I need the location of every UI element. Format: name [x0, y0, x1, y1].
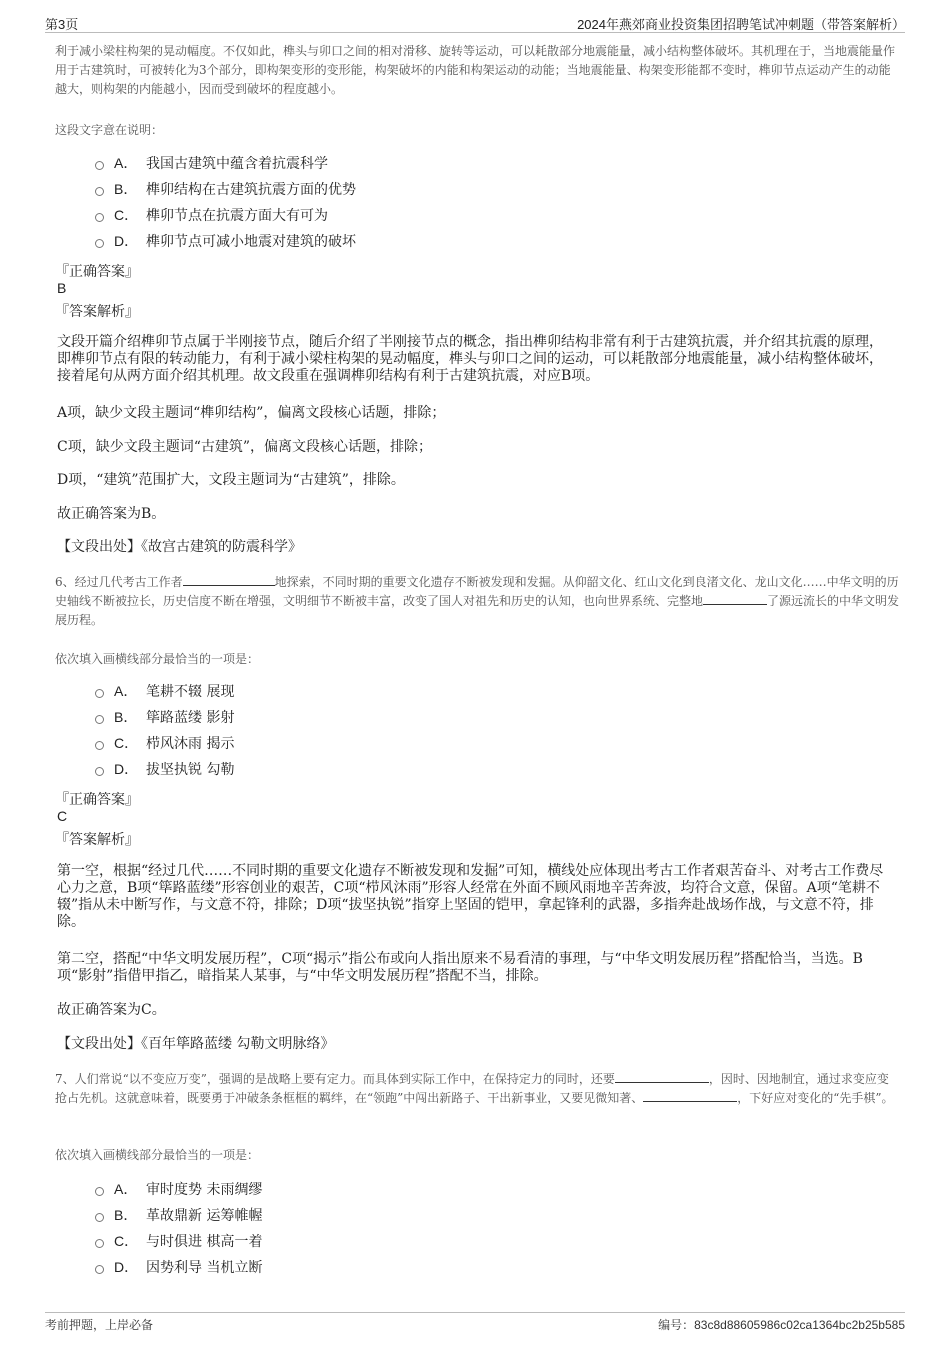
- q5-option-c[interactable]: C． 榫卯节点在抗震方面大有可为: [95, 202, 356, 228]
- radio-icon[interactable]: [95, 1239, 104, 1248]
- q6-source: 【文段出处】《百年筚路蓝缕 勾勒文明脉络》: [57, 1036, 335, 1052]
- q6-options: [95, 678, 234, 782]
- q7-option-a[interactable]: A． 审时度势 未雨绸缪: [95, 1176, 262, 1202]
- q6-option-d[interactable]: D． 拔坚执锐 勾勒: [95, 756, 234, 782]
- radio-icon[interactable]: [95, 1213, 104, 1222]
- q7-option-d[interactable]: D． 因势利导 当机立断: [95, 1254, 262, 1280]
- q5-option-d[interactable]: D． 榫卯节点可减小地震对建筑的破坏: [95, 228, 356, 254]
- page-number: 第3页: [45, 17, 79, 32]
- blank-1: [183, 573, 275, 586]
- q7-options: [95, 1176, 262, 1280]
- q5-analysis-p1: 文段开篇介绍榫卯节点属于半刚接节点，随后介绍了半刚接节点的概念，指出榫卯结构非常有利于古建筑抗震，并介绍其抗震的原理，即榫卯节点有限的转动能力，有利于减小梁柱构架的晃动幅度，榫头与卯口之间的运动，可以耗散部分地震能量，减小结构整体破坏，接着尾句从两方面介绍其机理。故文段重在强调榫卯结构有利于古建筑抗震，对应B项。: [57, 334, 883, 384]
- q5-option-a[interactable]: A． 我国古建筑中蕴含着抗震科学: [95, 150, 356, 176]
- radio-icon[interactable]: [95, 213, 104, 222]
- radio-icon[interactable]: [95, 1187, 104, 1196]
- radio-icon[interactable]: [95, 1265, 104, 1274]
- q7-option-b[interactable]: B． 革故鼎新 运筹帷幄: [95, 1202, 262, 1228]
- document-code: 编号：83c8d88605986c02ca1364bc2b25b585: [658, 1318, 905, 1332]
- radio-icon[interactable]: [95, 239, 104, 248]
- q5-passage: 利于减小梁柱构架的晃动幅度。不仅如此，榫头与卯口之间的相对滑移、旋转等运动，可以耗散部分地震能量，减小结构整体破坏。其机理在于，当地震能量作用于古建筑时，可被转化为3个部分，即构架变形的变形能，构架破坏的内能和构架运动的动能；当地震能量、构架变形能都不变时，榫卯节点运动产生的动能越大，则构架的内能越小，因而受到破坏的程度越小。: [55, 44, 896, 96]
- q7-stem: 7、人们常说“以不变应万变”，强调的是战略上要有定力。而具体到实际工作中，在保持定力的同时，还要 ，因时、因地制宜，通过求变应变抢占先机。这就意味着，既要勇于冲破条条框框的羁绊，在“领跑”中闯出新路子、干出新事业，又要见微知著、 ，下好应对变化的“先手棋”。: [55, 1072, 894, 1105]
- blank-2: [643, 1089, 737, 1102]
- radio-icon[interactable]: [95, 767, 104, 776]
- q5-analysis-label: 『答案解析』: [55, 304, 139, 320]
- q5-option-b[interactable]: B． 榫卯结构在古建筑抗震方面的优势: [95, 176, 356, 202]
- q7-option-c[interactable]: C． 与时俱进 棋高一着: [95, 1228, 262, 1254]
- radio-icon[interactable]: [95, 741, 104, 750]
- q6-stem: 6、经过几代考古工作者 地探索，不同时期的重要文化遗存不断被发现和发掘。从仰韶文化、红山文化到良渚文化、龙山文化……中华文明的历史轴线不断被拉长，历史信度不断在增强，文明细节不断被丰富，改变了国人对祖先和历史的认知，也向世界系统、完整地 了源远流长的中华文明发展历程。: [55, 575, 900, 627]
- q6-option-c[interactable]: C． 栉风沐雨 揭示: [95, 730, 234, 756]
- q5-analysis-p5: 故正确答案为B。: [57, 506, 166, 522]
- blank-1: [615, 1070, 709, 1083]
- radio-icon[interactable]: [95, 161, 104, 170]
- q6-analysis-label: 『答案解析』: [55, 832, 139, 848]
- radio-icon[interactable]: [95, 187, 104, 196]
- radio-icon[interactable]: [95, 689, 104, 698]
- q5-answer-label: 『正确答案』: [55, 264, 139, 280]
- q6-analysis-p3: 故正确答案为C。: [57, 1002, 166, 1018]
- q6-answer: C: [57, 808, 68, 824]
- q5-answer: B: [57, 280, 67, 296]
- q6-analysis-p1: 第一空，根据“经过几代……不同时期的重要文化遗存不断被发现和发掘”可知，横线处应体现出考古工作者艰苦奋斗、对考古工作费尽心力之意，B项“筚路蓝缕”形容创业的艰苦，C项“栉风沐雨”形容人经常在外面不顾风雨地辛苦奔波，均符合文意，保留。A项“笔耕不辍”指从未中断写作，与文意不符，排除；D项“拔坚执锐”指穿上坚固的铠甲，拿起锋利的武器，多指奔赴战场作战，与文意不符，排除。: [57, 863, 884, 930]
- q5-analysis-p2: A项，缺少文段主题词“榫卯结构”，偏离文段核心话题，排除；: [57, 405, 446, 421]
- q5-analysis-p3: C项，缺少文段主题词“古建筑”，偏离文段核心话题，排除；: [57, 439, 433, 455]
- q5-options: [95, 150, 356, 254]
- q6-option-a[interactable]: A． 笔耕不辍 展现: [95, 678, 234, 704]
- q6-prompt: 依次填入画横线部分最恰当的一项是：: [55, 652, 260, 666]
- radio-icon[interactable]: [95, 715, 104, 724]
- q5-source: 【文段出处】《故宫古建筑的防震科学》: [57, 539, 302, 555]
- q6-option-b[interactable]: B． 筚路蓝缕 影射: [95, 704, 234, 730]
- footer-slogan: 考前押题，上岸必备: [45, 1318, 154, 1332]
- page-header: [45, 10, 905, 33]
- blank-2: [703, 592, 767, 605]
- q5-prompt: 这段文字意在说明：: [55, 123, 164, 137]
- q5-analysis-p4: D项，“建筑”范围扩大，文段主题词为“古建筑”，排除。: [57, 472, 405, 488]
- q6-analysis-p2: 第二空，搭配“中华文明发展历程”，C项“揭示”指公布或向人指出原来不易看清的事理，与“中华文明发展历程”搭配恰当，当选。B项“影射”指借甲指乙，暗指某人某事，与“中华文明发展历程”搭配不当，排除。: [57, 951, 863, 984]
- page-footer: [45, 1312, 905, 1335]
- document-title: 2024年燕郊商业投资集团招聘笔试冲刺题（带答案解析）: [577, 17, 905, 32]
- q7-prompt: 依次填入画横线部分最恰当的一项是：: [55, 1148, 260, 1162]
- q6-answer-label: 『正确答案』: [55, 792, 139, 808]
